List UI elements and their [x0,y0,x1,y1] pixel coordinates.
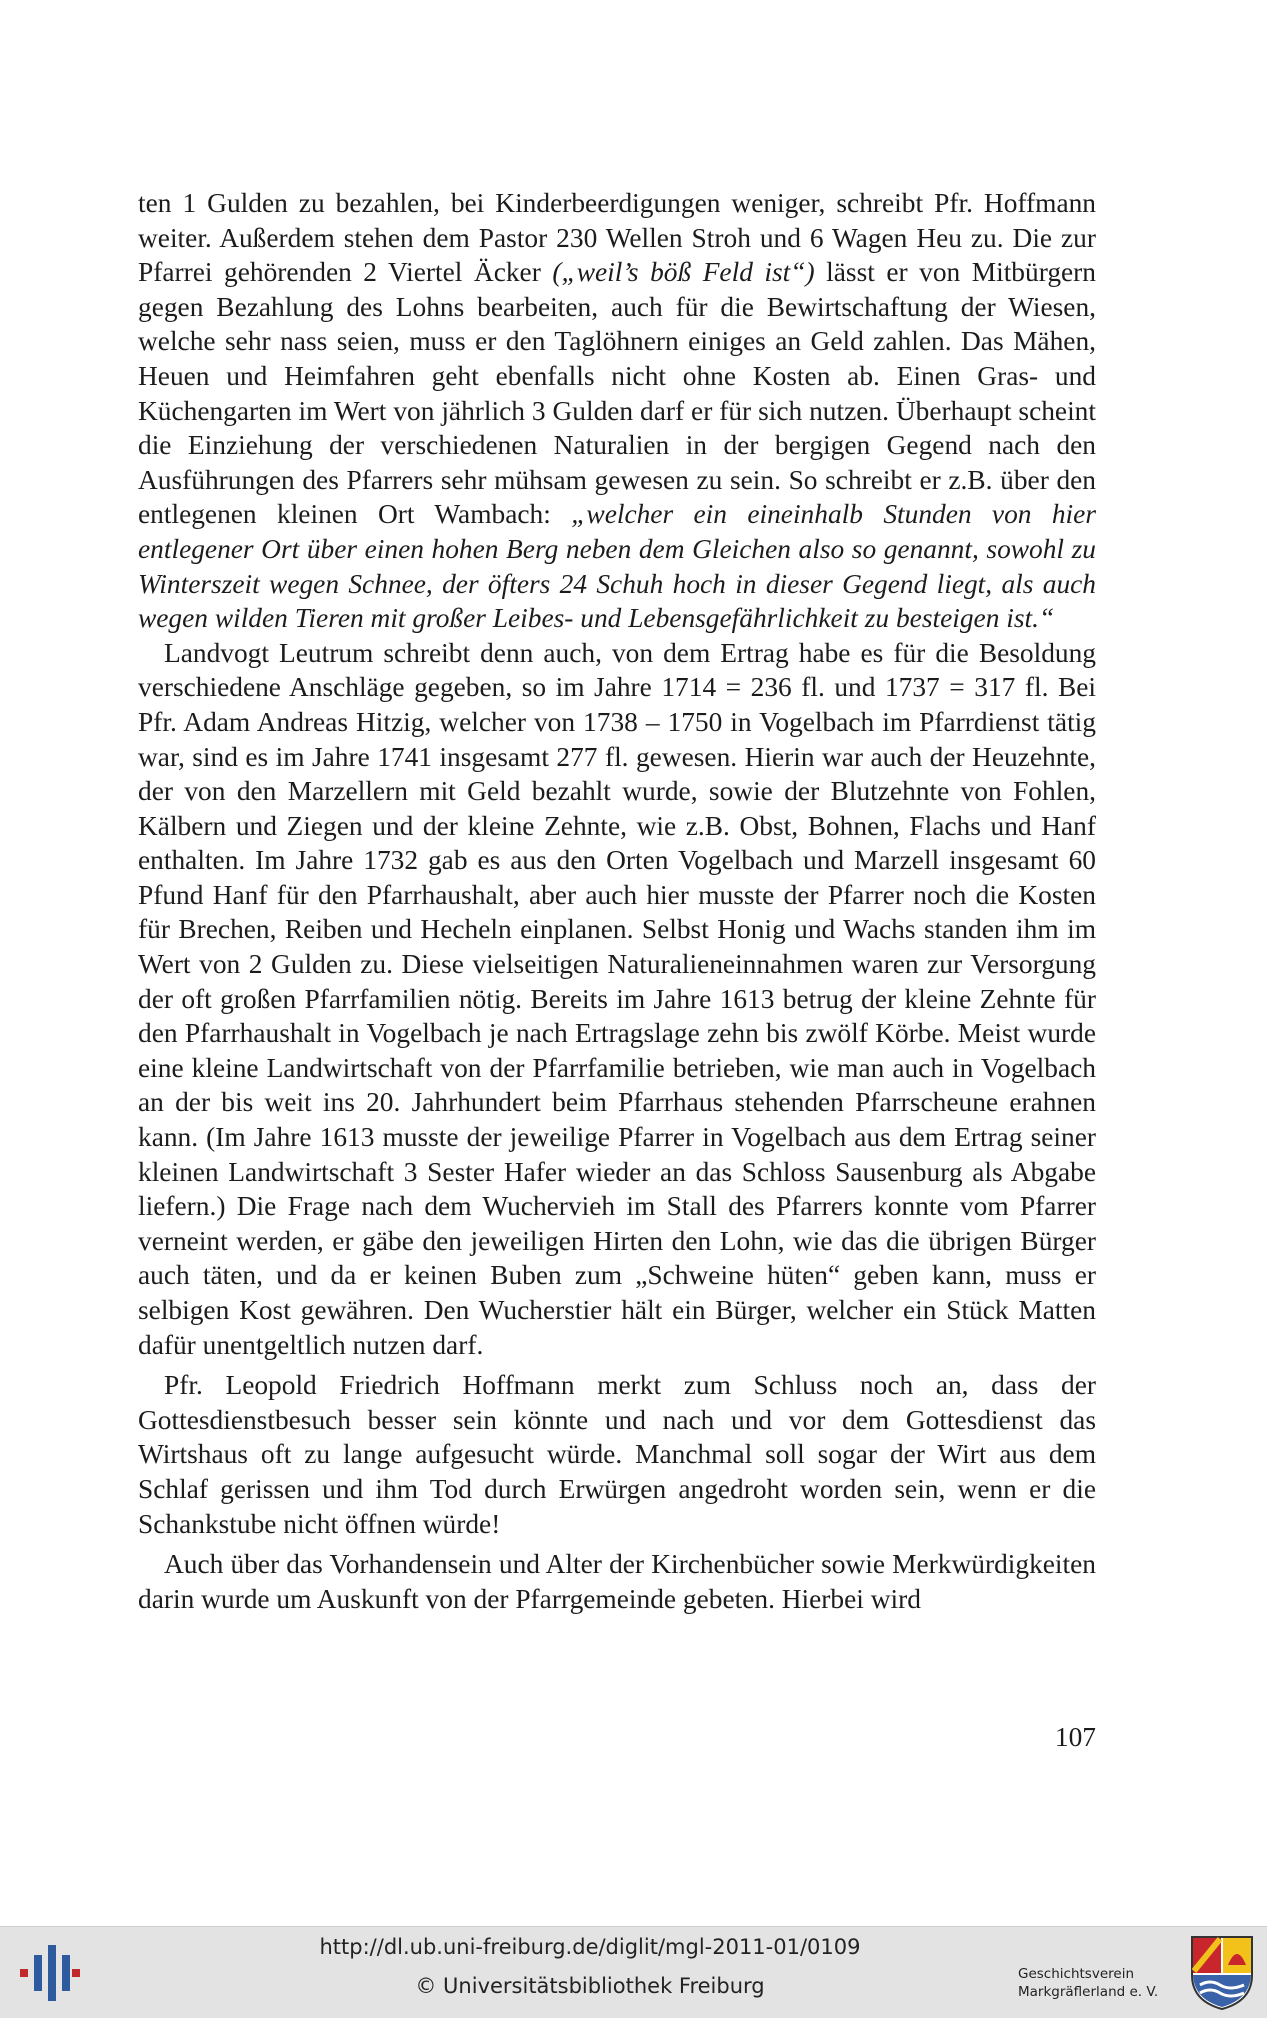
text-run: Auch über das Vorhandensein und Alter der Kirchenbücher sowie Merkwürdigkeiten darin wurde um Auskunft von der Pfarrgemeinde gebeten. Hierbei wird [138,1549,1096,1614]
society-crest-icon[interactable] [1190,1935,1254,2011]
ub-freiburg-logo-icon[interactable] [20,1945,80,2001]
society-name-line-2: Markgräflerland e. V. [1018,1984,1159,2000]
paragraph-3 [138,1368,1096,1541]
text-run: ten 1 Gulden zu bezahlen, bei Kinderbeerdigungen weniger, schreibt Pfr. Hoffmann weiter. Außerdem stehen dem Pastor 230 Wellen Stroh und 6 Wagen Heu zu. Die zur Pfarrei gehörenden 2 Viertel Äcker [138,188,1096,288]
page-number: 107 [1054,1722,1096,1752]
permalink-url[interactable]: http://dl.ub.uni-freiburg.de/diglit/mgl-2011-01/0109 [319,1935,861,1959]
society-name-line-1: Geschichtsverein [1018,1966,1134,1982]
text-run: lässt er von Mitbürgern gegen Bezahlung des Lohns bearbeiten, auch für die Bewirtschaftung der Wiesen, welche sehr nass seien, muss er den Taglöhnern einiges an Geld zahlen. Das Mähen, Heuen und Heimfahren geht ebenfalls nicht ohne Kosten ab. Einen Gras- und Küchengarten im Wert von jährlich 3 Gulden darf er für sich nutzen. Überhaupt scheint die Einziehung der verschiedenen Naturalien in der bergigen Gegend nach den Ausführungen des Pfarrers sehr mühsam gewesen zu sein. So schreibt er z.B. über den entlegenen kleinen Ort Wambach: [138,257,1096,530]
paragraph-4 [138,1547,1096,1616]
text-run: Landvogt Leutrum schreibt denn auch, von dem Ertrag habe es für die Besoldung verschiedene Anschläge gegeben, so im Jahre 1714 = 236 fl. und 1737 = 317 fl. Bei Pfr. Adam Andreas Hitzig, welcher von 1738 – 1750 in Vogelbach im Pfarrdienst tätig war, sind es im Jahre 1741 insgesamt 277 fl. gewesen. Hierin war auch der Heuzehnte, der von den Marzellern mit Geld bezahlt wurde, sowie der Blutzehnte von Fohlen, Kälbern und Ziegen und der kleine Zehnte, wie z.B. Obst, Bohnen, Flachs und Hanf enthalten. Im Jahre 1732 gab es aus den Orten Vogelbach und Marzell insgesamt 60 Pfund Hanf für den Pfarrhaushalt, aber auch hier musste der Pfarrer noch die Kosten für Brechen, Reiben und Hecheln einplanen. Selbst Honig und Wachs standen ihm im Wert von 2 Gulden zu. Diese vielseitigen Naturalieneinnahmen waren zur Versorgung der oft großen Pfarrfamilien nötig. Bereits im Jahre 1613 betrug der kleine Zehnte für den Pfarrhaushalt in Vogelbach je nach Ertragslage zehn bis zwölf Körbe. Meist wurde eine kleine Landwirtschaft von der Pfarrfamilie betrieben, wie man auch in Vogelbach an der bis weit ins 20. Jahrhundert beim Pfarrhaus stehenden Pfarrscheune erahnen kann. (Im Jahre 1613 musste der jeweilige Pfarrer in Vogelbach aus dem Ertrag seiner kleinen Landwirtschaft 3 Sester Hafer wieder an das Schloss Sausenburg als Abgabe liefern.) Die Frage nach dem Wuchervieh im Stall des Pfarrers konnte vom Pfarrer verneint werden, er gäbe den jeweiligen Hirten den Lohn, wie das die übrigen Bürger auch täten, und da er keinen Buben zum „Schweine hüten“ geben kann, muss er selbigen Kost gewähren. Den Wucherstier hält ein Bürger, welcher ein Stück Matten dafür unentgeltlich nutzen darf. [138,637,1096,1360]
paragraph-1 [138,186,1096,636]
paragraph-2 [138,636,1096,1362]
text-run: Pfr. Leopold Friedrich Hoffmann merkt zum Schluss noch an, dass der Gottesdienstbesuch besser sein könnte und nach und vor dem Gottesdienst das Wirtshaus oft zu lange aufgesucht würde. Manchmal soll sogar der Wirt aus dem Schlaf gerissen und ihm Tod durch Erwürgen angedroht worden sein, wenn er die Schankstube nicht öffnen würde! [138,1370,1096,1539]
footer-bar [0,1926,1267,2018]
copyright-text: © Universitätsbibliothek Freiburg [415,1974,765,1998]
italic-quote: „welcher ein eineinhalb Stunden von hier entlegener Ort über einen hohen Berg neben dem Gleichen also so genannt, sowohl zu Winterszeit wegen Schnee, der öfters 24 Schuh hoch in dieser Gegend liegt, als auch wegen wilden Tieren mit großer Leibes- und Lebensgefährlichkeit zu besteigen ist.“ [138,499,1096,634]
society-name [1018,1965,1188,2001]
body-text [138,186,1096,1616]
italic-quote: („weil’s böß Feld ist“) [552,257,815,288]
